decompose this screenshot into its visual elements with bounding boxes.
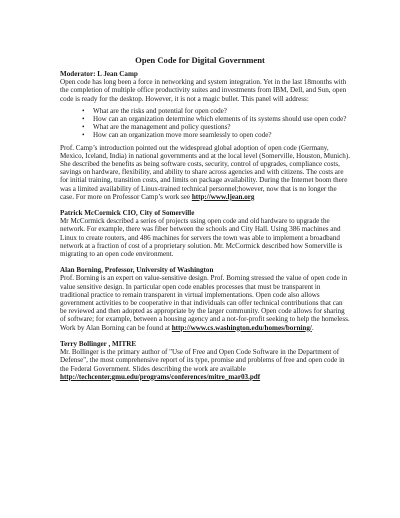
bullet-icon: •	[82, 106, 85, 115]
page-title: Open Code for Digital Government	[135, 55, 265, 65]
bullet-icon: •	[82, 123, 85, 132]
bollinger-heading: Terry Bollinger , MITRE	[60, 339, 137, 348]
document-body	[60, 70, 350, 381]
mccormick-heading: Patrick McCormick CIO, City of Somerville	[60, 209, 195, 218]
moderator-body: Prof. Camp’s introduction pointed out the widespread global adoption of open code (Germany, Mexico, Iceland, India) in national governments and at the local level (Somerville, Houston, Munich). She described the benefits as being software costs, security, control of upgrades, compliance costs, savings on hardware, flexibility, and ability to share across agencies and with citizens. The costs are for initial training, transition costs, and limits on package availability. During the Internet boom there was a limited availability of Linux-trained technical personnel;however, now that is no longer the case. For more on Professor Camp’s work see http://www.ljean.org	[60, 143, 350, 201]
bullet-icon: •	[82, 131, 85, 140]
mccormick-body: Mr McCormick described a series of projects using open code and old hardware to upgrade the network. For example, there was fiber between the schools and City Hall. Using 386 machines and Linux to create routers, and 486 machines for servers the town was able to implement a broadband network at a fraction of cost of a proprietary solution. Mr. McCormick described how Somerville is migrating to an open code environment.	[60, 217, 343, 259]
borning-body: Prof. Borning is an expert on value-sensitive design. Prof. Borning stressed the value of open code in value sensitive design. In particular open code enables processes that must be transparent in traditional practice to remain transparent in virtual implementations. Open code also allows government activities to be cooperative in that individuals can offer technical contributions that can be reviewed and then adopted as appropriate by the larger community. Open code allows for sharing of software; for example, between a housing agency and a not-for-profit seeking to help the homeless.	[60, 274, 350, 324]
list-item: • What are the risks and potential for open code?	[82, 106, 227, 115]
bullet-icon: •	[82, 115, 85, 124]
bollinger-body: Mr. Bollinger is the primary author of "Use of Free and Open Code Software in the Department of Defense", the most comprehensive report of its type, promise and problems of free and open code in the Federal Government. Slides describing the work are available http://techcenter.gmu.edu/programs/conferences/mitre_mar03.pdf	[60, 348, 345, 381]
moderator-heading: Moderator: L Jean Camp	[60, 70, 138, 78]
ljean-link[interactable]: http://www.ljean.org	[191, 192, 255, 201]
list-item: • What are the management and policy questions?	[82, 123, 231, 132]
list-item: • How can an organization determine which elements of its systems should use open code?	[82, 115, 347, 124]
list-item: • How can an organization move more seamlessly to open code?	[82, 131, 272, 140]
borning-heading: Alan Borning, Professor, University of Washington	[60, 266, 214, 275]
mitre-link[interactable]: http://techcenter.gmu.edu/programs/conferences/mitre_mar03.pdf	[60, 372, 261, 381]
question-list	[60, 107, 350, 140]
borning-link[interactable]: http://www.cs.washington.edu/homes/borning/	[171, 323, 312, 332]
borning-link-line: Work by Alan Borning can be found at http://www.cs.washington.edu/homes/borning/.	[60, 323, 314, 332]
moderator-intro: Open code has long been a force in networking and system integration. Yet in the last 18months with the completion of multiple office productivity suites and investments from IBM, Dell, and Sun, open code is ready for the desktop. However, it is not a magic bullet. This panel will address:	[60, 78, 347, 103]
